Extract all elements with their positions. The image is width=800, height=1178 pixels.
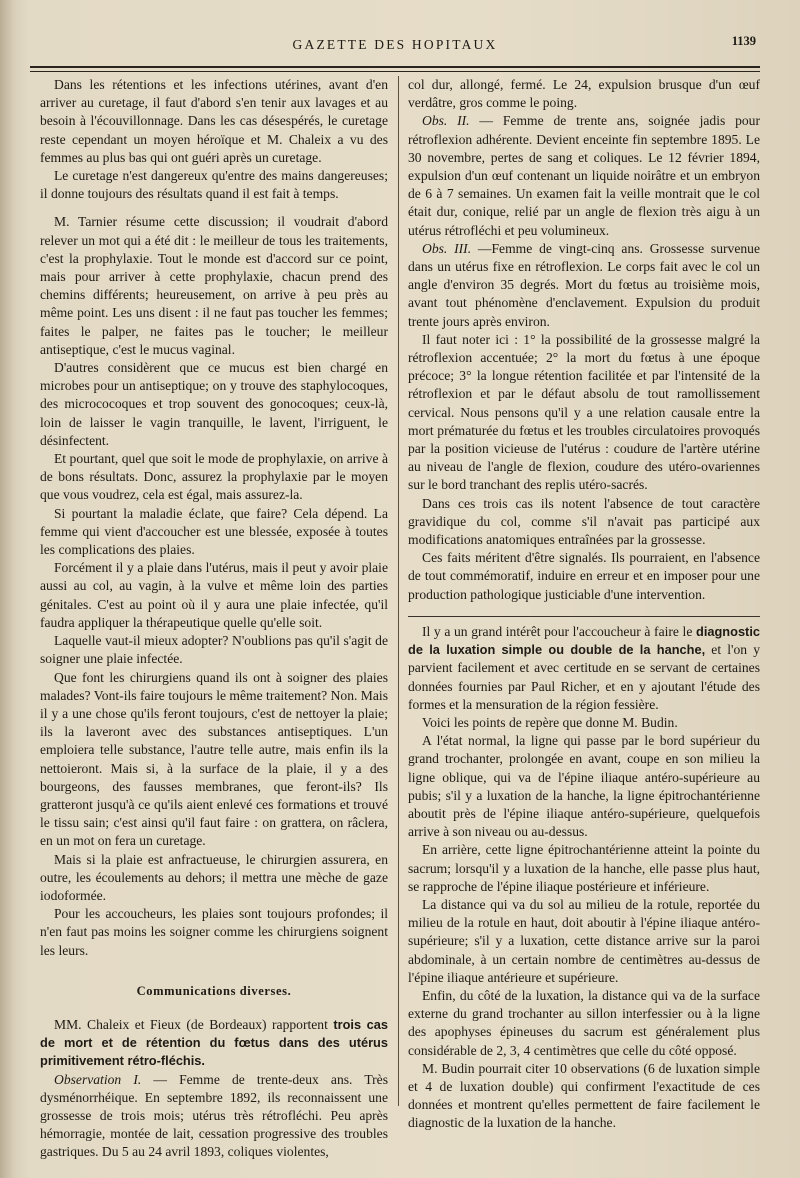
paragraph bbox=[408, 112, 760, 239]
paragraph: M. Tarnier résume cette discussion; il voudrait d'abord relever un mot qui a été dit : le meilleur de tous les traitements, c'est la prophylaxie. Tout le monde est d'accord sur ce point, mais pour arriver à cette prophylaxie, chacun prend des chemins différents; heureusement, on arrive à peu près au même point. Les uns disent : il ne faut pas toucher les femmes; faites le palper, ne faites pas le toucher; le meilleur antiseptique, c'est le mucus vaginal. bbox=[40, 214, 388, 357]
paragraph: Il faut noter ici : 1° la possibilité de la grossesse malgré la rétroflexion accentuée; 2° la mort du fœtus à une époque précoce; 3° la longue rétention facilitée et par l'intensité de la rétroflexion et par le défaut absolu de tout ramollissement cervical. Nous pensons qu'il y a une relation causale entre la mort prématurée du fœtus et les troubles circulatoires provoqués par la position vicieuse de l'utérus : coudure de l'artère utérine au niveau de l'angle de flexion, coudure des utéro-ovariennes sur le bord tranchant des replis utéro-sacrés. bbox=[408, 331, 760, 493]
paragraph: D'autres considèrent que ce mucus est bien chargé en microbes pour un antiseptique; on y trouve des staphylocoques, des micrococoques et trop souvent des gonocoques; ceux-là, loin de laisser le vagin tranquille, le lavent, l'irriguent, le désinfectent. bbox=[40, 360, 388, 448]
paragraph bbox=[40, 1071, 388, 1162]
paragraph: Le curetage n'est dangereux qu'entre des mains dangereuses; il donne toujours des résultats quand il est fait à temps. bbox=[40, 168, 388, 202]
paragraph: Si pourtant la maladie éclate, que faire? Cela dépend. La femme qui vient d'accoucher est une blessée, exposée à toutes les complications des plaies. bbox=[40, 505, 388, 558]
paragraph bbox=[408, 623, 760, 714]
paragraph: M. Budin pourrait citer 10 observations (6 de luxation simple et 4 de luxation double) qui confirment l'exactitude de ces données et montrent qu'elles permettent de faire facilement le diagnostic de la luxation de la hanche. bbox=[408, 1060, 760, 1131]
column-divider bbox=[398, 76, 399, 1106]
paragraph: col dur, allongé, fermé. Le 24, expulsion brusque d'un œuf verdâtre, gros comme le poing. bbox=[408, 77, 760, 111]
page-header bbox=[30, 34, 760, 56]
header-rule-thin bbox=[30, 71, 760, 72]
section-heading: Communications diverses. bbox=[136, 983, 292, 998]
paragraph: Ces faits méritent d'être signalés. Ils pourraient, en l'absence de tout commémoratif, induire en erreur et en imposer pour une production pathologique justiciable d'une intervention. bbox=[408, 550, 760, 602]
paragraph-spacer bbox=[40, 203, 388, 213]
text-run: — Femme de trente-deux ans. Très dysménorrhéique. En septembre 1892, ils reconnaissent une grossesse de trois mois; utérus très rétrofléchi. Peu après hémorragie, montée de lait, cessation progressive des troubles gastriques. Du 5 au 24 avril 1893, coliques violentes, bbox=[40, 1071, 388, 1160]
paragraph: A l'état normal, la ligne qui passe par le bord supérieur du grand trochanter, prolongée en avant, coupe en son milieu la ligne oblique, qui va de l'épine iliaque antéro-supérieure au pubis; s'il y a luxation de la hanche, la ligne épitrochantérienne aboutit près de l'épine iliaque antéro-supérieure, quelquefois arrive à son niveau ou au-dessus. bbox=[408, 733, 760, 840]
header-rule-thick bbox=[30, 66, 760, 68]
bold-title: diagnostic de la luxation simple ou double de la hanche, bbox=[408, 623, 760, 658]
observation-label: Observation I. bbox=[54, 1071, 142, 1087]
text-run: MM. Chaleix et Fieux (de Bordeaux) rapportent bbox=[54, 1016, 334, 1032]
paragraph: Que font les chirurgiens quand ils ont à soigner des plaies malades? Vont-ils faire toujours le même traitement? Non. Mais il y a une chose qu'ils feront toujours, c'est de nettoyer la plaie; ils la laveront avec des substances antiseptiques. L'un emploiera telle substance, l'autre telle autre, mais enfin ils la nettoieront. Mais si, à la surface de la plaie, il y a des bourgeons, des fausses membranes, que feront-ils? Ils gratteront jusqu'à ce qu'ils aient enlevé ces formations et trouvé le tissu sain; c'est ainsi qu'il faut faire : on grattera, on râclera, en un mot on fera un curetage. bbox=[40, 669, 388, 849]
paragraph: Mais si la plaie est anfractueuse, le chirurgien assurera, en outre, les écoulements au dehors; il mettra une mèche de gaze iodoformée. bbox=[40, 851, 388, 903]
paragraph: En arrière, cette ligne épitrochantérienne atteint la pointe du sacrum; lorsqu'il y a luxation de la hanche, elle passe plus haut, se rapproche de l'épine iliaque postérieure et inférieure. bbox=[408, 842, 760, 894]
paragraph bbox=[408, 240, 760, 331]
text-run: —Femme de vingt-cinq ans. Grossesse survenue dans un utérus fixe en rétroflexion. Le corps fait avec le col un angle d'environ 35 degrés. Mort du fœtus au troisième mois, avant tout phénomène d'enclavement. Expulsion du produit trente jours après environ. bbox=[408, 240, 760, 329]
journal-title: GAZETTE DES HOPITAUX bbox=[292, 37, 498, 52]
paragraph bbox=[40, 1016, 388, 1071]
paragraph: Voici les points de repère que donne M. Budin. bbox=[422, 714, 678, 730]
observation-label: Obs. II. bbox=[422, 113, 470, 129]
paragraph: Laquelle vaut-il mieux adopter? N'oublions pas qu'il s'agit de soigner une plaie infectée. bbox=[40, 633, 388, 667]
text-run: Il y a un grand intérêt pour l'accoucheur à faire le bbox=[422, 623, 696, 639]
text-run: — Femme de trente ans, soignée jadis pour rétroflexion adhérente. Devient enceinte fin septembre 1895. Le 30 novembre, pertes de sang et coliques. Le 12 février 1894, expulsion d'un œuf contenant un liquide noirâtre et un embryon de 6 à 7 semaines. Un examen fait la veille montrait que le col était dur, conique, relié par un angle de flexion très aigu à un utérus rétrofléchi et peu volumineux. bbox=[408, 113, 761, 238]
paragraph: Forcément il y a plaie dans l'utérus, mais il peut y avoir plaie aussi au col, au vagin, à la vulve et même loin des parties génitales. C'est au point où il y aura une plaie infectée, qu'il faudra appliquer la thérapeutique quelle qu'elle soit. bbox=[40, 560, 388, 630]
paragraph: Enfin, du côté de la luxation, la distance qui va de la surface externe du grand trochanter au sillon interfessier ou à la ligne des apophyses épineuses du sacrum est généralement plus considérable de 2, 3, 4 centimètres que celle du côté opposé. bbox=[408, 987, 760, 1058]
text-run: et l'on y parvient facilement et avec certitude en se servant de certaines données fournies par Paul Richer, et en y ajoutant l'étude des formes et la mensuration de la région fessière. bbox=[408, 642, 760, 712]
section-separator bbox=[408, 616, 760, 617]
paragraph: Dans ces trois cas ils notent l'absence de tout caractère gravidique du col, comme s'il n'avait pas participé aux modifications anatomiques entraînées par la grossesse. bbox=[408, 495, 760, 548]
observation-label: Obs. III. bbox=[422, 240, 472, 256]
paragraph: Dans les rétentions et les infections utérines, avant d'en arriver au curetage, il faut d'abord s'en tenir aux lavages et au besoin à l'écouvillonnage. Dans les cas désespérés, le curetage reste cependant un moyen héroïque et M. Chaleix a vu des femmes au plus bas qui ont guéri après un curetage. bbox=[40, 77, 388, 165]
paragraph: Pour les accoucheurs, les plaies sont toujours profondes; il n'en faut pas moins les soigner comme les chirurgiens soignent les leurs. bbox=[40, 906, 388, 958]
paragraph: Et pourtant, quel que soit le mode de prophylaxie, on arrive à de bons résultats. Donc, assurez la prophylaxie par le moyen que vous voudrez, cela est égal, mais assurez-la. bbox=[40, 451, 388, 503]
left-column bbox=[40, 76, 388, 1162]
bold-title: trois cas de mort et de rétention du fœtus dans des utérus primitivement rétro-fléchis. bbox=[40, 1016, 389, 1069]
right-column bbox=[408, 76, 760, 1133]
paragraph: La distance qui va du sol au milieu de la rotule, reportée du milieu de la rotule en haut, doit aboutir à l'épine iliaque antéro-supérieure; s'il y a luxation, cette distance arrive sur la paroi abdominale, à un certain nombre de centimètres au-dessus de l'épine iliaque antérieure et supérieure. bbox=[408, 896, 760, 985]
page-number: 1139 bbox=[731, 34, 756, 48]
